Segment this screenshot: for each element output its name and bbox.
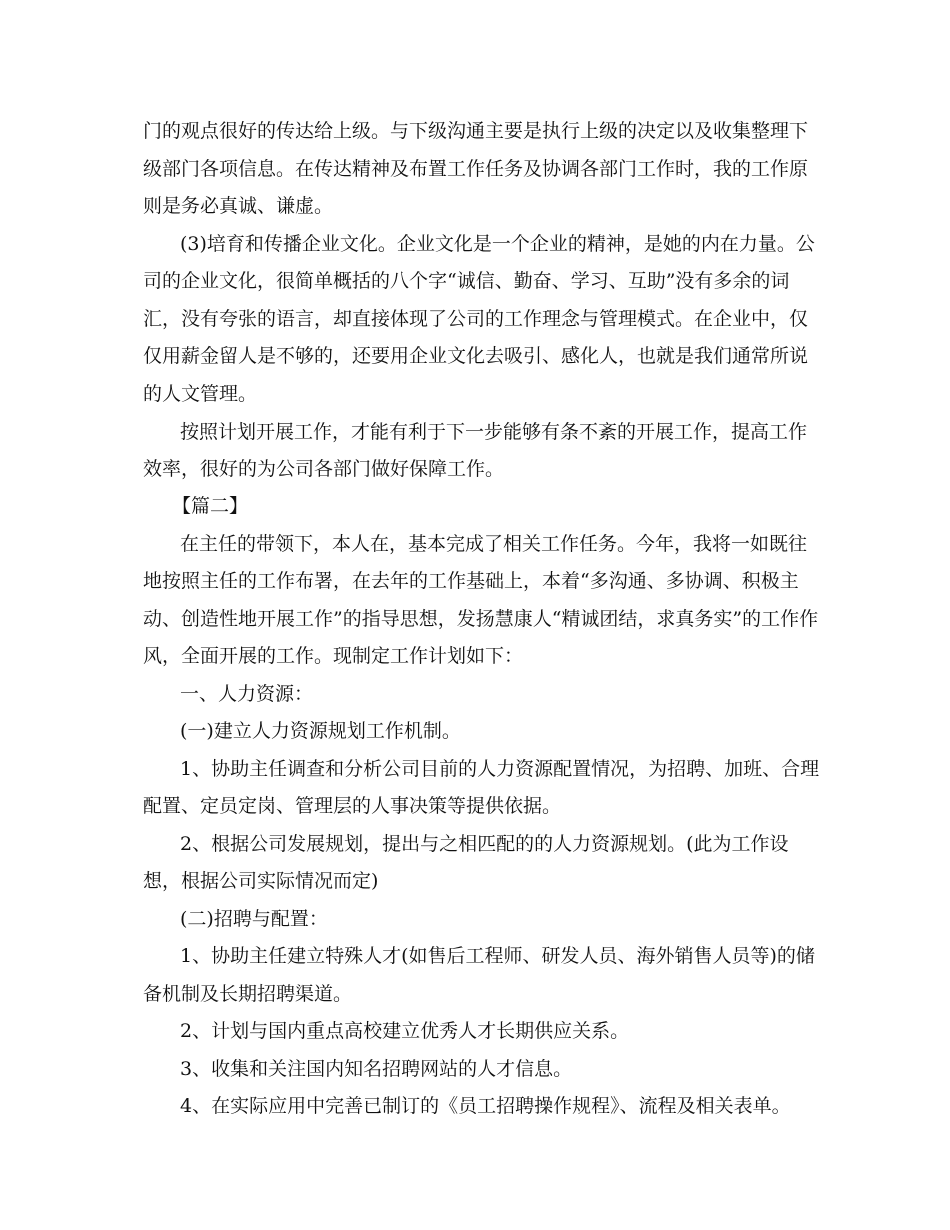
text-line: 3、收集和关注国内知名招聘网站的人才信息。	[180, 1058, 573, 1080]
text-line: 动、创造性地开展工作”的指导思想，发扬慧康人“精诚团结，求真务实”的工作作	[143, 608, 819, 630]
text-line: 4、在实际应用中完善已制订的《员工招聘操作规程》、流程及相关表单。	[180, 1095, 791, 1117]
text-line: 的人文管理。	[143, 383, 258, 405]
text-line: 想，根据公司实际情况而定)	[143, 870, 379, 892]
text-line: 1、协助主任调查和分析公司目前的人力资源配置情况，为招聘、加班、合理	[180, 758, 820, 780]
text-line: 门的观点很好的传达给上级。与下级沟通主要是执行上级的决定以及收集整理下	[143, 120, 809, 142]
text-line: 仅用薪金留人是不够的，还要用企业文化去吸引、感化人，也就是我们通常所说	[143, 345, 809, 367]
text-line: 2、计划与国内重点高校建立优秀人才长期供应关系。	[180, 1020, 630, 1042]
text-line: 1、协助主任建立特殊人才(如售后工程师、研发人员、海外销售人员等)的储	[180, 945, 815, 967]
text-line: 汇，没有夸张的语言，却直接体现了公司的工作理念与管理模式。在企业中，仅	[143, 308, 809, 330]
text-line: (3)培育和传播企业文化。企业文化是一个企业的精神，是她的内在力量。公	[180, 233, 815, 255]
text-line: 地按照主任的工作布署，在去年的工作基础上，本着“多沟通、多协调、积极主	[143, 570, 799, 592]
text-line: 级部门各项信息。在传达精神及布置工作任务及协调各部门工作时，我的工作原	[143, 158, 809, 180]
text-line: 一、人力资源：	[180, 683, 314, 705]
section-heading: 【篇二】	[172, 495, 249, 517]
text-line: 2、根据公司发展规划，提出与之相匹配的的人力资源规划。(此为工作设	[180, 833, 789, 855]
text-line: 效率，很好的为公司各部门做好保障工作。	[143, 458, 505, 480]
text-line: 按照计划开展工作，才能有利于下一步能够有条不紊的开展工作，提高工作	[180, 421, 808, 443]
text-line: 备机制及长期招聘渠道。	[143, 983, 353, 1005]
text-line: 则是务必真诚、谦虚。	[143, 195, 334, 217]
text-line: (一)建立人力资源规划工作机制。	[180, 720, 461, 742]
text-line: 风，全面开展的工作。现制定工作计划如下：	[143, 645, 524, 667]
text-line: (二)招聘与配置：	[180, 908, 328, 930]
text-line: 司的企业文化，很简单概括的八个字“诚信、勤奋、学习、互助”没有多余的词	[143, 270, 790, 292]
text-line: 配置、定员定岗、管理层的人事决策等提供依据。	[143, 795, 562, 817]
text-line: 在主任的带领下，本人在，基本完成了相关工作任务。今年，我将一如既往	[180, 533, 808, 555]
